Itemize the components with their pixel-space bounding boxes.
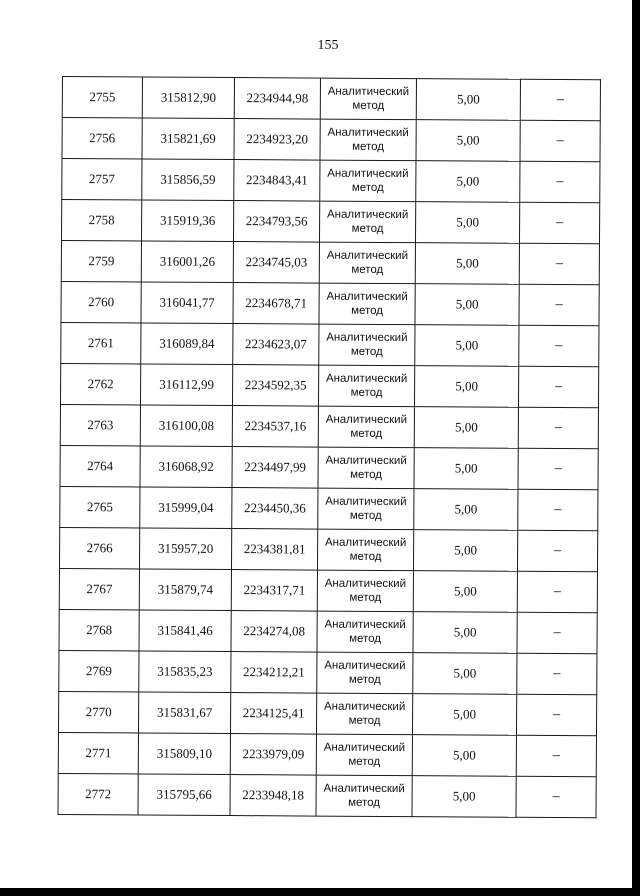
note-cell: – [519, 284, 599, 325]
x-coordinate-cell: 315957,20 [139, 528, 231, 570]
x-coordinate-cell: 315841,46 [139, 610, 231, 652]
accuracy-cell: 5,00 [414, 407, 518, 449]
method-cell: Аналитический метод [317, 652, 413, 694]
point-number-cell: 2763 [60, 404, 140, 445]
x-coordinate-cell: 316068,92 [140, 446, 232, 488]
y-coordinate-cell: 2234450,36 [232, 488, 318, 530]
method-cell: Аналитический метод [318, 365, 414, 407]
accuracy-cell: 5,00 [412, 735, 516, 777]
method-cell: Аналитический метод [320, 119, 416, 161]
accuracy-cell: 5,00 [412, 776, 516, 818]
note-cell: – [517, 653, 597, 694]
y-coordinate-cell: 2234623,07 [233, 324, 319, 366]
point-number-cell: 2757 [62, 159, 142, 200]
note-cell: – [519, 325, 599, 366]
accuracy-cell: 5,00 [415, 284, 519, 326]
accuracy-cell: 5,00 [413, 612, 517, 654]
method-cell: Аналитический метод [317, 529, 413, 571]
x-coordinate-cell: 316100,08 [140, 405, 232, 447]
method-cell: Аналитический метод [319, 324, 415, 366]
coordinates-table [57, 76, 601, 818]
table-row [58, 691, 596, 735]
y-coordinate-cell: 2234317,71 [231, 570, 317, 612]
x-coordinate-cell: 316001,26 [141, 241, 233, 283]
point-number-cell: 2772 [58, 773, 138, 814]
y-coordinate-cell: 2234212,21 [231, 652, 317, 694]
y-coordinate-cell: 2234537,16 [232, 406, 318, 448]
note-cell: – [516, 776, 596, 817]
point-number-cell: 2767 [59, 568, 139, 609]
point-number-cell: 2761 [61, 322, 141, 363]
note-cell: – [518, 489, 598, 530]
table-row [61, 200, 599, 244]
y-coordinate-cell: 2234592,35 [232, 365, 318, 407]
note-cell: – [517, 530, 597, 571]
method-cell: Аналитический метод [318, 447, 414, 489]
method-cell: Аналитический метод [318, 406, 414, 448]
point-number-cell: 2764 [60, 445, 140, 486]
point-number-cell: 2768 [59, 609, 139, 650]
accuracy-cell: 5,00 [413, 530, 517, 572]
method-cell: Аналитический метод [316, 734, 412, 776]
x-coordinate-cell: 316089,84 [141, 323, 233, 365]
table-row [61, 322, 599, 366]
point-number-cell: 2759 [61, 240, 141, 281]
y-coordinate-cell: 2234745,03 [233, 242, 319, 284]
note-cell: – [520, 161, 600, 202]
method-cell: Аналитический метод [317, 611, 413, 653]
point-number-cell: 2771 [58, 732, 138, 773]
table-row [58, 732, 596, 776]
table-row [60, 445, 598, 489]
point-number-cell: 2762 [60, 363, 140, 404]
point-number-cell: 2765 [60, 486, 140, 527]
table-row [61, 281, 599, 325]
accuracy-cell: 5,00 [413, 653, 517, 695]
x-coordinate-cell: 315831,67 [138, 692, 230, 734]
table-row [59, 609, 597, 653]
y-coordinate-cell: 2234497,99 [232, 447, 318, 489]
note-cell: – [518, 407, 598, 448]
table-row [60, 363, 598, 407]
accuracy-cell: 5,00 [416, 79, 520, 121]
point-number-cell: 2755 [62, 77, 142, 118]
method-cell: Аналитический метод [319, 283, 415, 325]
note-cell: – [516, 735, 596, 776]
accuracy-cell: 5,00 [416, 120, 520, 162]
table-row [60, 404, 598, 448]
y-coordinate-cell: 2234923,20 [234, 119, 320, 161]
note-cell: – [520, 120, 600, 161]
point-number-cell: 2760 [61, 281, 141, 322]
accuracy-cell: 5,00 [414, 448, 518, 490]
note-cell: – [518, 366, 598, 407]
x-coordinate-cell: 315919,36 [141, 200, 233, 242]
method-cell: Аналитический метод [318, 488, 414, 530]
note-cell: – [517, 571, 597, 612]
method-cell: Аналитический метод [319, 201, 415, 243]
x-coordinate-cell: 315999,04 [140, 487, 232, 529]
accuracy-cell: 5,00 [414, 366, 518, 408]
x-coordinate-cell: 316041,77 [141, 282, 233, 324]
table-row [62, 77, 600, 121]
x-coordinate-cell: 316112,99 [140, 364, 232, 406]
accuracy-cell: 5,00 [415, 202, 519, 244]
y-coordinate-cell: 2234944,98 [234, 78, 320, 120]
x-coordinate-cell: 315809,10 [138, 733, 230, 775]
table-row [59, 527, 597, 571]
y-coordinate-cell: 2233979,09 [230, 734, 316, 776]
accuracy-cell: 5,00 [415, 243, 519, 285]
note-cell: – [517, 612, 597, 653]
method-cell: Аналитический метод [320, 160, 416, 202]
point-number-cell: 2766 [59, 527, 139, 568]
note-cell: – [516, 694, 596, 735]
x-coordinate-cell: 315812,90 [142, 77, 234, 119]
note-cell: – [519, 202, 599, 243]
table-row [62, 159, 600, 203]
table-row [58, 773, 596, 817]
method-cell: Аналитический метод [316, 775, 412, 817]
method-cell: Аналитический метод [316, 693, 412, 735]
point-number-cell: 2770 [58, 691, 138, 732]
table-row [60, 486, 598, 530]
method-cell: Аналитический метод [320, 78, 416, 120]
point-number-cell: 2769 [59, 650, 139, 691]
point-number-cell: 2756 [62, 118, 142, 159]
y-coordinate-cell: 2233948,18 [230, 775, 316, 817]
x-coordinate-cell: 315795,66 [138, 774, 230, 816]
accuracy-cell: 5,00 [413, 571, 517, 613]
y-coordinate-cell: 2234125,41 [230, 693, 316, 735]
x-coordinate-cell: 315856,59 [142, 159, 234, 201]
note-cell: – [518, 448, 598, 489]
accuracy-cell: 5,00 [412, 694, 516, 736]
table-row [61, 240, 599, 284]
y-coordinate-cell: 2234274,08 [231, 611, 317, 653]
table-row [59, 568, 597, 612]
note-cell: – [519, 243, 599, 284]
page-number: 155 [317, 38, 339, 53]
table-row [62, 118, 600, 162]
accuracy-cell: 5,00 [414, 489, 518, 531]
y-coordinate-cell: 2234843,41 [234, 160, 320, 202]
x-coordinate-cell: 315821,69 [142, 118, 234, 160]
table-row [59, 650, 597, 694]
y-coordinate-cell: 2234381,81 [231, 529, 317, 571]
table-body [58, 77, 600, 818]
note-cell: – [520, 79, 600, 120]
x-coordinate-cell: 315835,23 [139, 651, 231, 693]
method-cell: Аналитический метод [317, 570, 413, 612]
method-cell: Аналитический метод [319, 242, 415, 284]
point-number-cell: 2758 [61, 200, 141, 241]
accuracy-cell: 5,00 [416, 161, 520, 203]
x-coordinate-cell: 315879,74 [139, 569, 231, 611]
y-coordinate-cell: 2234793,56 [233, 201, 319, 243]
accuracy-cell: 5,00 [415, 325, 519, 367]
y-coordinate-cell: 2234678,71 [233, 283, 319, 325]
